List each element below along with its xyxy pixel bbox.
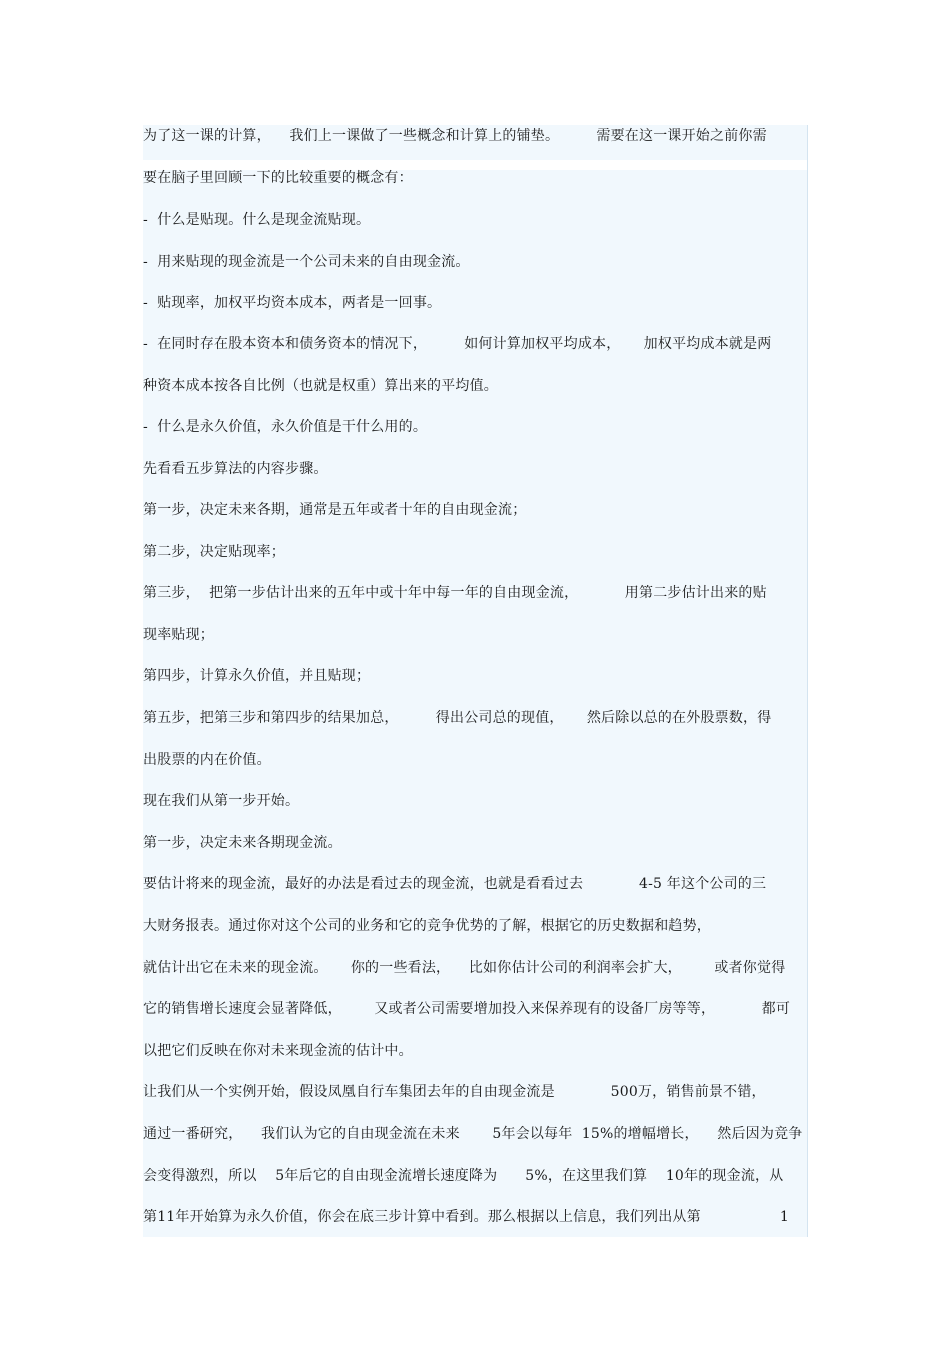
text-line: - 在同时存在股本资本和债务资本的情况下， 如何计算加权平均成本， 加权平均成本就是两 (143, 336, 772, 352)
text-line: 以把它们反映在你对未来现金流的估计中。 (143, 1043, 413, 1059)
text-line: 第四步，计算永久价值，并且贴现； (143, 668, 371, 684)
text-line: 种资本成本按各自比例（也就是权重）算出来的平均值。 (143, 378, 498, 394)
text-line: 要在脑子里回顾一下的比较重要的概念有： (143, 170, 413, 186)
text-line: 通过一番研究， 我们认为它的自由现金流在未来 5年会以每年 15%的增幅增长， 然后因为竞争 (143, 1126, 803, 1142)
text-line: 先看看五步算法的内容步骤。 (143, 461, 328, 477)
text-line: 大财务报表。通过你对这个公司的业务和它的竞争优势的了解，根据它的历史数据和趋势， (143, 918, 711, 934)
text-line: 现率贴现； (143, 627, 214, 643)
text-line: 要估计将来的现金流，最好的办法是看过去的现金流，也就是看看过去 4-5 年这个公司的三 (143, 876, 767, 892)
text-line: 第五步，把第三步和第四步的结果加总， 得出公司总的现值， 然后除以总的在外股票数，得 (143, 710, 772, 726)
text-line: 出股票的内在价值。 (143, 752, 271, 768)
text-line: - 用来贴现的现金流是一个公司未来的自由现金流。 (143, 254, 470, 270)
text-line: 第11年开始算为永久价值，你会在底三步计算中看到。那么根据以上信息，我们列出从第 1 (143, 1209, 789, 1225)
text-line: 现在我们从第一步开始。 (143, 793, 300, 809)
text-line: 就估计出它在未来的现金流。 你的一些看法， 比如你估计公司的利润率会扩大， 或者你觉得 (143, 960, 786, 976)
text-line: - 什么是永久价值，永久价值是干什么用的。 (143, 419, 428, 435)
text-line: 让我们从一个实例开始，假设凤凰自行车集团去年的自由现金流是 500万，销售前景不错， (143, 1084, 766, 1100)
text-line: - 什么是贴现。什么是现金流贴现。 (143, 212, 371, 228)
text-line: 第一步，决定未来各期现金流。 (143, 835, 342, 851)
text-line: 会变得激烈，所以 5年后它的自由现金流增长速度降为 5%，在这里我们算 10年的现金流，从 (143, 1168, 784, 1184)
text-line: 它的销售增长速度会显著降低， 又或者公司需要增加投入来保养现有的设备厂房等等， 都可 (143, 1001, 791, 1017)
text-line: 为了这一课的计算， 我们上一课做了一些概念和计算上的铺垫。 需要在这一课开始之前你需 (143, 128, 767, 144)
text-line: - 贴现率，加权平均资本成本，两者是一回事。 (143, 295, 442, 311)
text-line: 第三步， 把第一步估计出来的五年中或十年中每一年的自由现金流， 用第二步估计出来的贴 (143, 585, 767, 601)
text-line: 第二步，决定贴现率； (143, 544, 285, 560)
text-line: 第一步，决定未来各期，通常是五年或者十年的自由现金流； (143, 502, 527, 518)
